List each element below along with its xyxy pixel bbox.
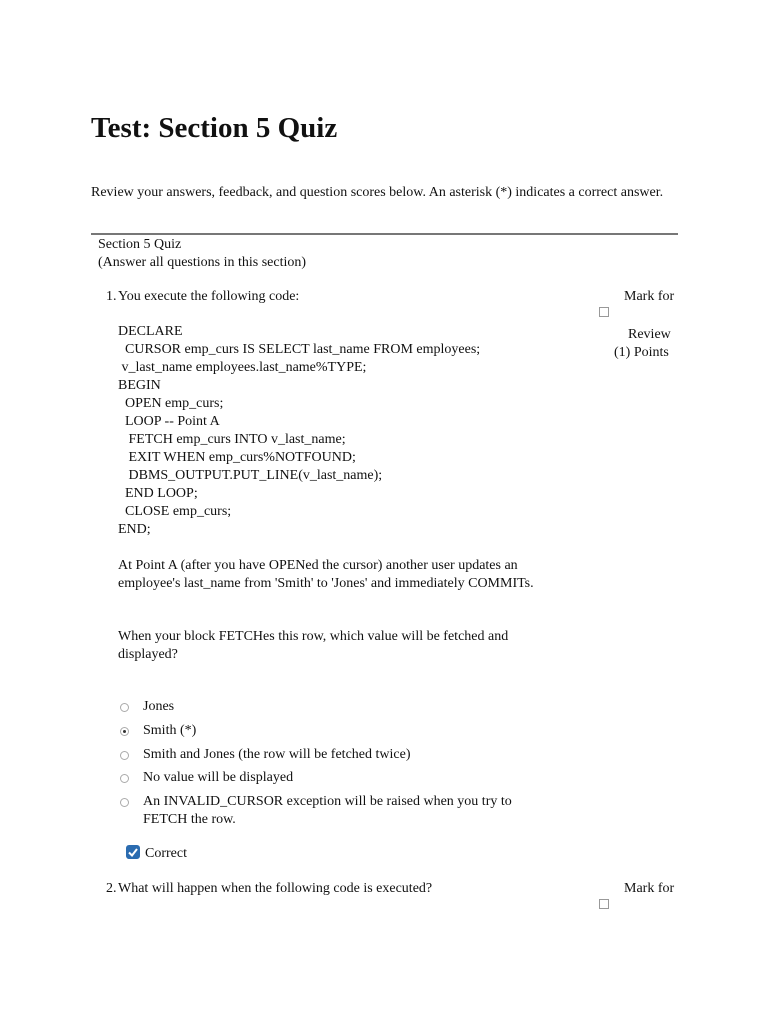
mark-for-label: Mark for — [624, 881, 675, 896]
review-label: Review — [628, 327, 671, 342]
code-line: DECLARE — [118, 324, 183, 339]
code-line: CLOSE emp_curs; — [118, 504, 232, 519]
section-name: Section 5 Quiz — [98, 237, 182, 252]
code-line: OPEN emp_curs; — [118, 396, 224, 411]
mark-for-review-checkbox[interactable] — [599, 307, 609, 317]
question-text: When your block FETCHes this row, which value will be fetched and displayed? — [118, 629, 509, 662]
page-title: Test: Section 5 Quiz — [91, 112, 338, 144]
code-block — [118, 323, 480, 539]
option-radio[interactable] — [120, 774, 129, 783]
section-instruction: (Answer all questions in this section) — [98, 255, 307, 270]
option-radio-selected[interactable] — [120, 727, 129, 736]
mark-for-label: Mark for — [624, 289, 675, 304]
correct-check-icon — [126, 845, 140, 859]
option-radio[interactable] — [120, 751, 129, 760]
code-line: FETCH emp_curs INTO v_last_name; — [118, 432, 346, 447]
option-radio[interactable] — [120, 798, 129, 807]
intro-text: Review your answers, feedback, and question scores below. An asterisk (*) indicates a correct answer. — [91, 185, 664, 200]
option-label: Smith and Jones (the row will be fetched twice) — [143, 747, 411, 762]
code-line: END LOOP; — [118, 486, 198, 501]
feedback-label: Correct — [145, 846, 187, 861]
question-scenario: At Point A (after you have OPENed the cursor) another user updates an employee's last_name from 'Smith' to 'Jones' and immediately COMMITs. — [118, 558, 534, 591]
code-line: CURSOR emp_curs IS SELECT last_name FROM employees; — [118, 342, 481, 357]
question-number: 1. — [106, 289, 117, 304]
code-line: EXIT WHEN emp_curs%NOTFOUND; — [118, 450, 356, 465]
option-radio[interactable] — [120, 703, 129, 712]
divider — [91, 233, 678, 235]
code-line: DBMS_OUTPUT.PUT_LINE(v_last_name); — [118, 468, 383, 483]
option-label: An INVALID_CURSOR exception will be raised when you try to FETCH the row. — [143, 794, 512, 827]
question-prompt: You execute the following code: — [118, 289, 300, 304]
code-line: BEGIN — [118, 378, 161, 393]
code-line: END; — [118, 522, 151, 537]
question-prompt: What will happen when the following code is executed? — [118, 881, 433, 896]
option-label: Jones — [143, 699, 175, 714]
option-label: Smith (*) — [143, 723, 197, 738]
code-line: v_last_name employees.last_name%TYPE; — [118, 360, 367, 375]
question-number: 2. — [106, 881, 117, 896]
mark-for-review-checkbox[interactable] — [599, 899, 609, 909]
option-label: No value will be displayed — [143, 770, 294, 785]
points-label: (1) Points — [614, 345, 669, 360]
code-line: LOOP -- Point A — [118, 414, 220, 429]
